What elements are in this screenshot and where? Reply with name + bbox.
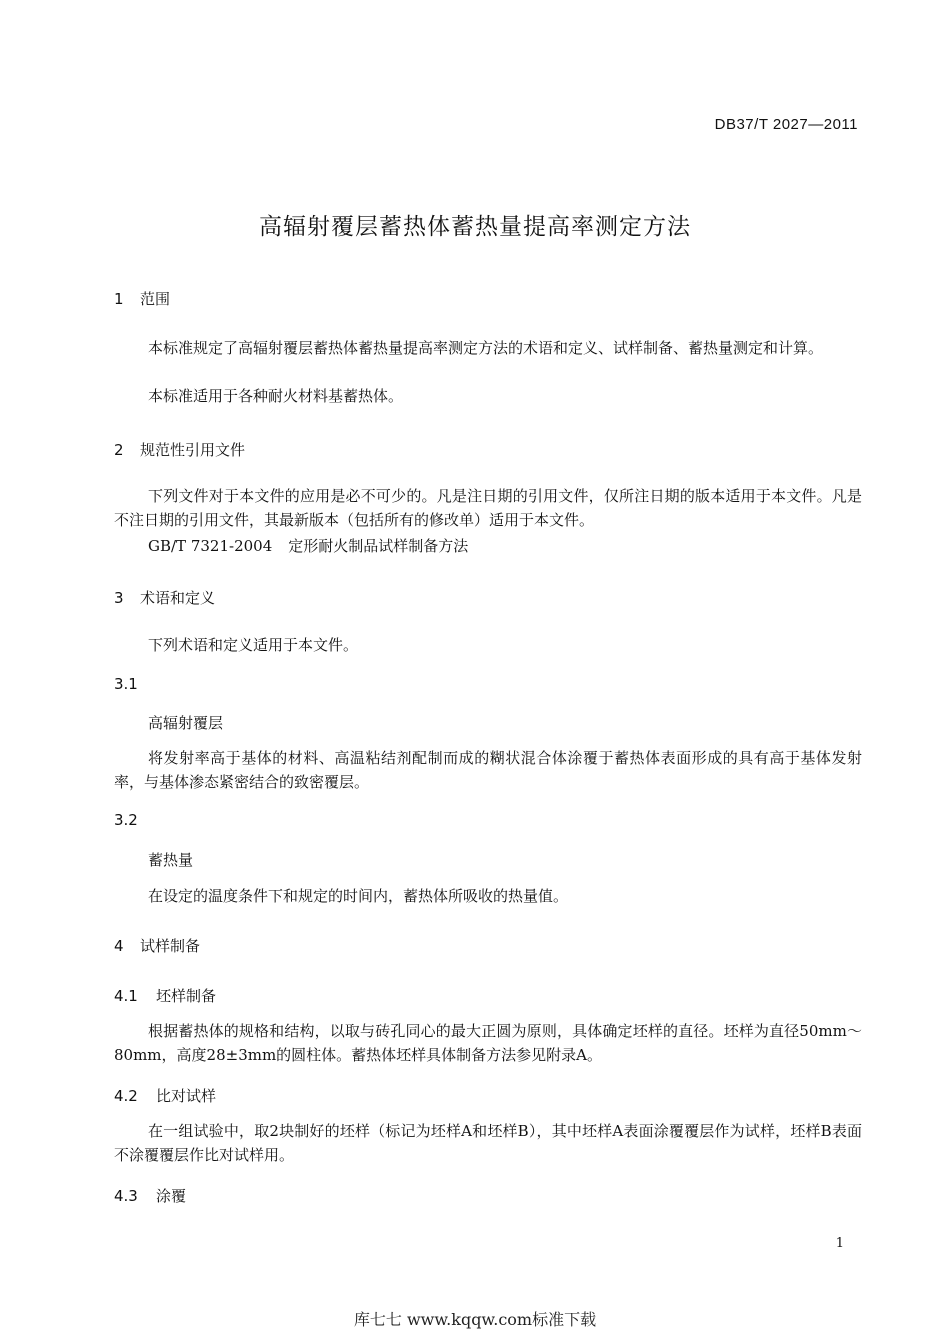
subsection-title: 坯样制备 (156, 987, 217, 1005)
reference-code: GB/T 7321-2004 (148, 537, 273, 555)
section-3-heading (114, 587, 215, 608)
document-title: 高辐射覆层蓄热体蓄热量提高率测定方法 (259, 214, 691, 240)
term-number: 3.1 (114, 675, 138, 693)
paragraph: 下列术语和定义适用于本文件。 (148, 636, 359, 654)
subsection-4-1-heading (114, 985, 216, 1006)
section-1-heading (114, 288, 170, 309)
paragraph: 本标准适用于各种耐火材料基蓄热体。 (148, 387, 404, 405)
subsection-number: 4.2 (114, 1087, 138, 1105)
footer-watermark: 库七七 www.kqqw.com标准下载 (353, 1310, 597, 1329)
reference-title: 定形耐火制品试样制备方法 (288, 537, 469, 555)
section-2-heading (114, 439, 245, 460)
subsection-number: 4.3 (114, 1187, 138, 1205)
subsection-number: 4.1 (114, 987, 138, 1005)
paragraph: 本标准规定了高辐射覆层蓄热体蓄热量提高率测定方法的术语和定义、试样制备、蓄热量测定和计算。 (148, 339, 824, 357)
term-name: 高辐射覆层 (148, 714, 224, 732)
normative-reference (148, 534, 468, 558)
section-title: 范围 (140, 290, 171, 308)
subsection-title: 比对试样 (156, 1087, 217, 1105)
section-4-heading (114, 935, 200, 956)
section-title: 试样制备 (140, 937, 201, 955)
term-definition: 将发射率高于基体的材料、高温粘结剂配制而成的糊状混合体涂覆于蓄热体表面形成的具有高于基体发射率，与基体渗态紧密结合的致密覆层。 (114, 749, 862, 791)
section-number: 4 (114, 937, 124, 955)
paragraph: 根据蓄热体的规格和结构，以取与砖孔同心的最大正圆为原则，具体确定坯样的直径。坯样为直径50mm～80mm，高度28±3mm的圆柱体。蓄热体坯样具体制备方法参见附录A。 (114, 1022, 862, 1064)
term-number: 3.2 (114, 811, 138, 829)
subsection-title: 涂覆 (156, 1187, 187, 1205)
term-definition: 在设定的温度条件下和规定的时间内，蓄热体所吸收的热量值。 (148, 887, 569, 905)
section-number: 3 (114, 589, 124, 607)
document-number: DB37/T 2027—2011 (714, 116, 858, 133)
paragraph: 下列文件对于本文件的应用是必不可少的。凡是注日期的引用文件，仅所注日期的版本适用于本文件。凡是不注日期的引用文件，其最新版本（包括所有的修改单）适用于本文件。 (114, 487, 862, 529)
page-number: 1 (835, 1236, 844, 1251)
section-number: 2 (114, 441, 124, 459)
subsection-4-2-heading (114, 1085, 216, 1106)
term-name: 蓄热量 (148, 851, 194, 869)
section-number: 1 (114, 290, 124, 308)
subsection-4-3-heading (114, 1185, 186, 1206)
section-title: 规范性引用文件 (140, 441, 246, 459)
section-title: 术语和定义 (140, 589, 216, 607)
paragraph: 在一组试验中，取2块制好的坯样（标记为坯样A和坯样B），其中坯样A表面涂覆覆层作为试样，坯样B表面不涂覆覆层作比对试样用。 (114, 1122, 862, 1164)
